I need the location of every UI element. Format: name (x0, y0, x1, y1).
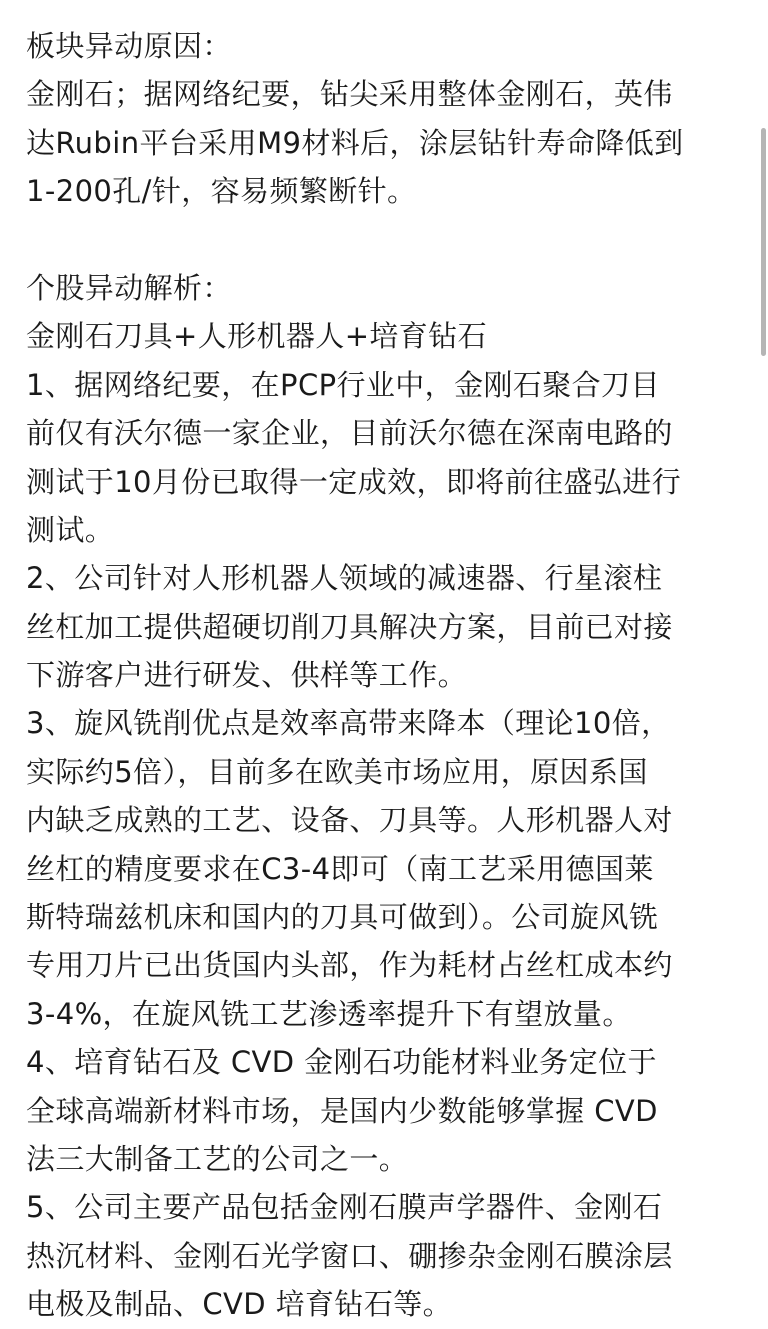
analysis-heading: 个股异动解析： (26, 270, 232, 305)
point-line: 全球高端新材料市场，是国内少数能够掌握 CVD (26, 1093, 658, 1128)
point-line: 电极及制品、CVD 培育钻石等。 (26, 1287, 453, 1322)
point-line: 1、据网络纪要，在PCP行业中，金刚石聚合刀目 (26, 367, 660, 402)
reason-line: 金刚石；据网络纪要，钻尖采用整体金刚石，英伟 (26, 77, 673, 112)
paragraph-spacer (26, 216, 744, 264)
point-line: 下游客户进行研发、供样等工作。 (26, 658, 468, 693)
point-line: 内缺乏成熟的工艺、设备、刀具等。人形机器人对 (26, 803, 673, 838)
article-body (26, 22, 744, 1329)
analysis-point-2 (26, 554, 744, 699)
point-line: 丝杠加工提供超硬切削刀具解决方案，目前已对接 (26, 609, 673, 644)
reason-line: 达Rubin平台采用M9材料后，涂层钻针寿命降低到 (26, 125, 684, 160)
analysis-point-3 (26, 699, 744, 1038)
point-line: 2、公司针对人形机器人领域的减速器、行星滚柱 (26, 561, 663, 596)
point-line: 实际约5倍），目前多在欧美市场应用，原因系国 (26, 754, 648, 789)
point-line: 法三大制备工艺的公司之一。 (26, 1141, 409, 1176)
point-line: 丝杠的精度要求在C3-4即可（南工艺采用德国莱 (26, 851, 654, 886)
analysis-point-4 (26, 1038, 744, 1183)
reason-section (26, 22, 744, 216)
analysis-point-1 (26, 361, 744, 555)
point-line: 热沉材料、金刚石光学窗口、硼掺杂金刚石膜涂层 (26, 1238, 673, 1273)
point-line: 3-4%，在旋风铣工艺渗透率提升下有望放量。 (26, 996, 632, 1031)
vertical-scrollbar[interactable] (761, 128, 766, 356)
point-line: 3、旋风铣削优点是效率高带来降本（理论10倍， (26, 706, 671, 741)
analysis-point-5 (26, 1183, 744, 1328)
point-line: 5、公司主要产品包括金刚石膜声学器件、金刚石 (26, 1190, 663, 1225)
point-line: 4、培育钻石及 CVD 金刚石功能材料业务定位于 (26, 1045, 657, 1080)
point-line: 专用刀片已出货国内头部，作为耗材占丝杠成本约 (26, 948, 673, 983)
reason-line: 1-200孔/针，容易频繁断针。 (26, 174, 417, 209)
analysis-section (26, 264, 744, 1329)
point-line: 斯特瑞兹机床和国内的刀具可做到）。公司旋风铣 (26, 900, 659, 935)
point-line: 测试于10月份已取得一定成效，即将前往盛弘进行 (26, 464, 682, 499)
point-line: 测试。 (26, 512, 115, 547)
point-line: 前仅有沃尔德一家企业，目前沃尔德在深南电路的 (26, 416, 673, 451)
reason-heading: 板块异动原因： (26, 29, 232, 63)
analysis-topic: 金刚石刀具+人形机器人+培育钻石 (26, 319, 487, 354)
